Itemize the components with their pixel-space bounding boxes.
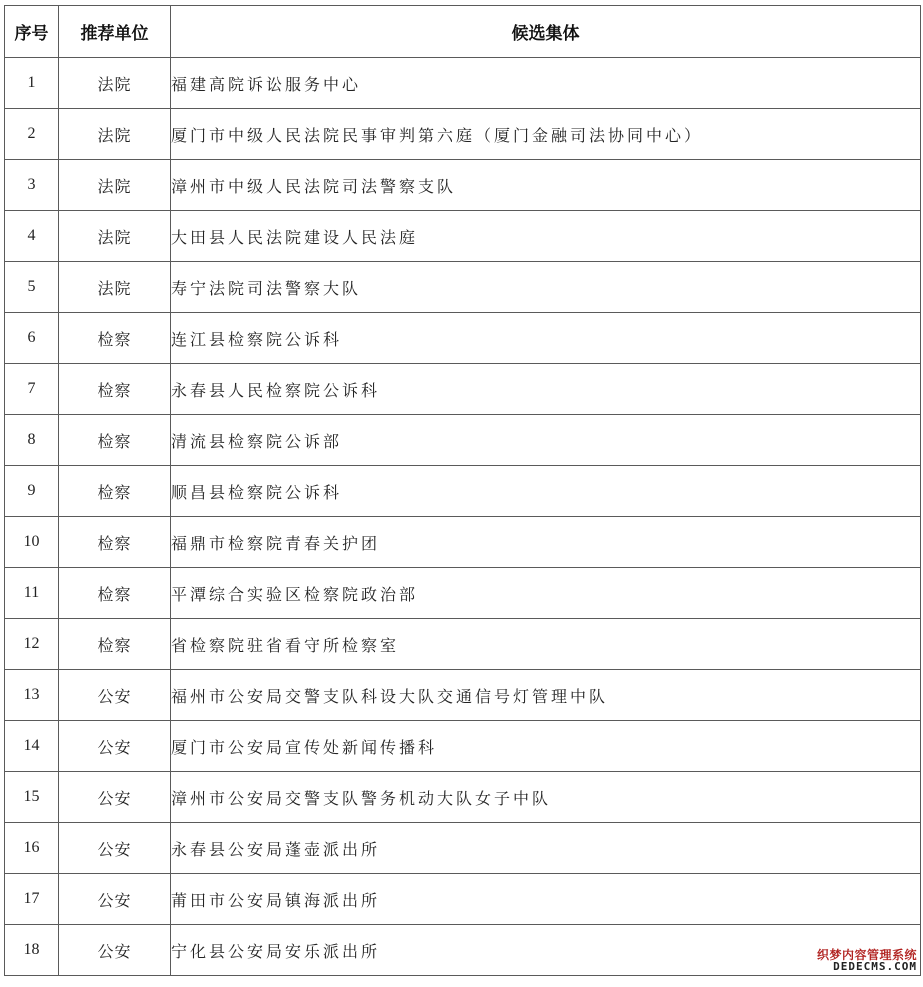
cell-candidate: 永春县人民检察院公诉科 — [171, 364, 921, 415]
cell-seq: 16 — [5, 823, 59, 874]
cell-unit: 法院 — [59, 160, 171, 211]
cell-candidate: 福建高院诉讼服务中心 — [171, 58, 921, 109]
cell-unit: 公安 — [59, 721, 171, 772]
cell-candidate: 厦门市公安局宣传处新闻传播科 — [171, 721, 921, 772]
cell-seq: 17 — [5, 874, 59, 925]
cell-seq: 11 — [5, 568, 59, 619]
table-row — [5, 262, 921, 313]
cell-seq: 3 — [5, 160, 59, 211]
cell-seq: 15 — [5, 772, 59, 823]
cell-seq: 2 — [5, 109, 59, 160]
table-body — [5, 58, 921, 976]
cell-seq: 4 — [5, 211, 59, 262]
cell-seq: 18 — [5, 925, 59, 976]
table-row — [5, 211, 921, 262]
cell-candidate: 福鼎市检察院青春关护团 — [171, 517, 921, 568]
cell-seq: 5 — [5, 262, 59, 313]
cell-unit: 法院 — [59, 262, 171, 313]
cell-unit: 检察 — [59, 619, 171, 670]
cell-unit: 法院 — [59, 58, 171, 109]
watermark-line-cn: 织梦内容管理系统 — [816, 947, 917, 962]
table-header — [5, 6, 921, 58]
cell-candidate: 厦门市中级人民法院民事审判第六庭（厦门金融司法协同中心） — [171, 109, 921, 160]
cell-candidate: 寿宁法院司法警察大队 — [171, 262, 921, 313]
cell-candidate: 大田县人民法院建设人民法庭 — [171, 211, 921, 262]
cell-candidate: 宁化县公安局安乐派出所 — [171, 925, 921, 976]
table-row — [5, 823, 921, 874]
table-row — [5, 415, 921, 466]
cell-seq: 8 — [5, 415, 59, 466]
cell-unit: 检察 — [59, 364, 171, 415]
cell-unit: 法院 — [59, 211, 171, 262]
cell-candidate: 平潭综合实验区检察院政治部 — [171, 568, 921, 619]
table-row — [5, 619, 921, 670]
cell-unit: 公安 — [59, 670, 171, 721]
table-row — [5, 313, 921, 364]
cell-unit: 检察 — [59, 313, 171, 364]
header-seq: 序号 — [5, 6, 59, 58]
table-row — [5, 721, 921, 772]
cell-candidate: 省检察院驻省看守所检察室 — [171, 619, 921, 670]
header-candidate: 候选集体 — [171, 6, 921, 58]
cell-seq: 7 — [5, 364, 59, 415]
cell-unit: 公安 — [59, 823, 171, 874]
cell-unit: 检察 — [59, 415, 171, 466]
cell-candidate: 顺昌县检察院公诉科 — [171, 466, 921, 517]
candidate-table — [4, 5, 921, 976]
header-row — [5, 6, 921, 58]
dedecms-watermark — [817, 949, 917, 973]
cell-candidate: 漳州市中级人民法院司法警察支队 — [171, 160, 921, 211]
table-row — [5, 874, 921, 925]
cell-unit: 公安 — [59, 772, 171, 823]
cell-unit: 检察 — [59, 568, 171, 619]
cell-seq: 9 — [5, 466, 59, 517]
cell-seq: 14 — [5, 721, 59, 772]
cell-unit: 检察 — [59, 517, 171, 568]
cell-candidate: 清流县检察院公诉部 — [171, 415, 921, 466]
cell-candidate: 永春县公安局蓬壶派出所 — [171, 823, 921, 874]
cell-seq: 1 — [5, 58, 59, 109]
table-row — [5, 466, 921, 517]
table-row — [5, 517, 921, 568]
table-row — [5, 568, 921, 619]
cell-candidate: 福州市公安局交警支队科设大队交通信号灯管理中队 — [171, 670, 921, 721]
cell-seq: 12 — [5, 619, 59, 670]
cell-candidate: 漳州市公安局交警支队警务机动大队女子中队 — [171, 772, 921, 823]
table-row — [5, 58, 921, 109]
cell-unit: 公安 — [59, 925, 171, 976]
cell-seq: 6 — [5, 313, 59, 364]
table-row — [5, 925, 921, 976]
header-unit: 推荐单位 — [59, 6, 171, 58]
cell-seq: 13 — [5, 670, 59, 721]
table-row — [5, 670, 921, 721]
watermark-line-en: DEDECMS.COM — [833, 960, 917, 974]
cell-unit: 法院 — [59, 109, 171, 160]
cell-candidate: 莆田市公安局镇海派出所 — [171, 874, 921, 925]
table-row — [5, 109, 921, 160]
table-row — [5, 160, 921, 211]
cell-seq: 10 — [5, 517, 59, 568]
table-row — [5, 364, 921, 415]
cell-unit: 检察 — [59, 466, 171, 517]
cell-unit: 公安 — [59, 874, 171, 925]
cell-candidate: 连江县检察院公诉科 — [171, 313, 921, 364]
table-row — [5, 772, 921, 823]
